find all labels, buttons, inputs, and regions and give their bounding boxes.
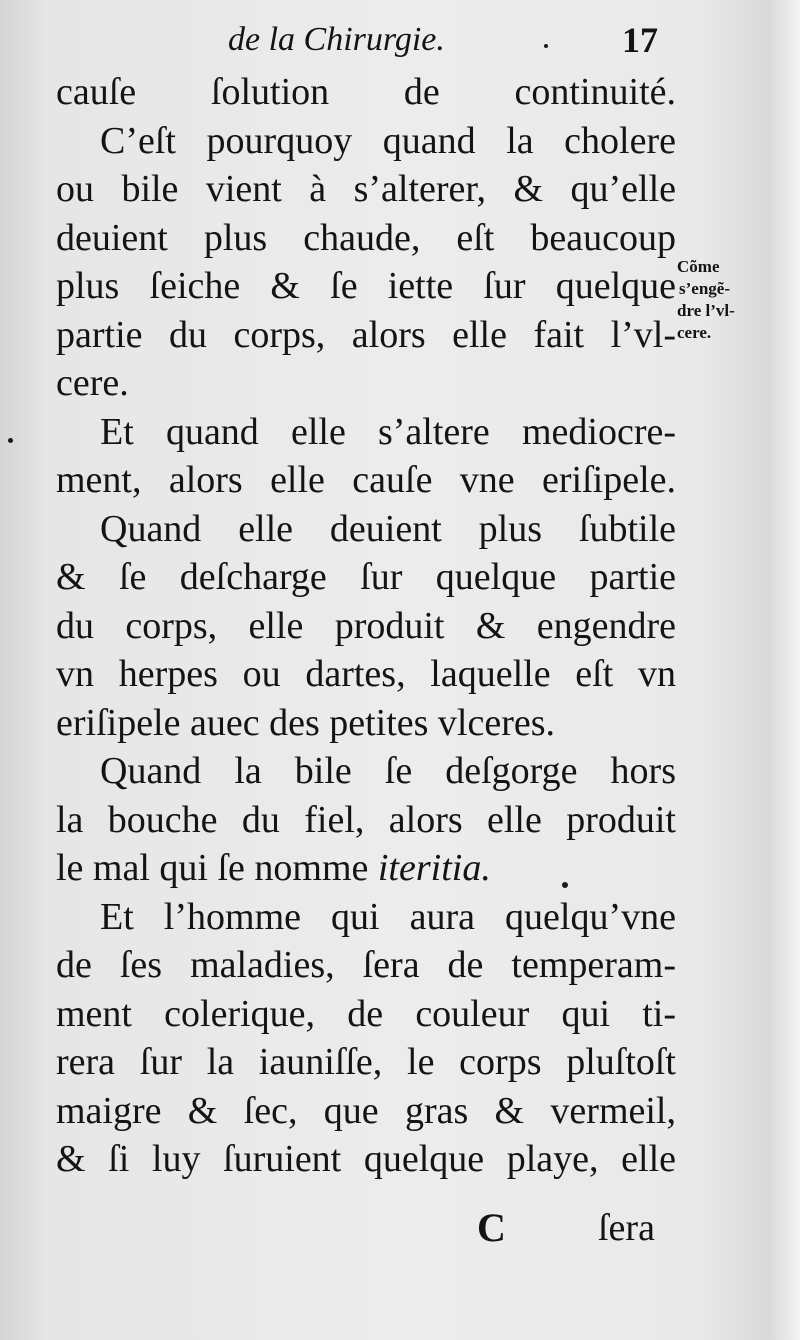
text-line: & ſe deſcharge ſur quelque partie <box>56 556 676 598</box>
text-line: la bouche du fiel, alors elle produit <box>56 798 676 841</box>
margin-note-line: dre l’vl- <box>677 301 735 320</box>
page-number: 17 <box>622 20 658 60</box>
text-line: maigre & ſec, que gras & vermeil, <box>56 1089 676 1132</box>
text-line: ment, alors elle cauſe vne eriſipele. <box>56 459 676 501</box>
text-line: du corps, elle produit & engendre <box>56 604 676 647</box>
text-line: rera ſur la iauniſſe, le corps pluſtoſt <box>56 1041 676 1083</box>
text-line: cauſe ſolution de continuité. <box>56 71 676 113</box>
margin-note-line: s’engẽ- <box>679 279 730 298</box>
text-line: Et l’homme qui aura quelqu’vne <box>100 895 676 938</box>
text-line: de ſes maladies, ſera de temperam- <box>56 944 676 986</box>
margin-note-line: cere. <box>677 323 712 342</box>
text-line-roman: le mal qui ſe nomme <box>56 847 369 889</box>
text-line: & ſi luy ſuruient quelque playe, elle <box>56 1138 676 1180</box>
italic-term: iteritia. <box>377 847 491 889</box>
ink-speck <box>562 882 568 888</box>
margin-note <box>677 256 767 344</box>
text-line: Quand elle deuient plus ſubtile <box>100 507 676 550</box>
body-text <box>56 68 676 1184</box>
text-line: ment colerique, de couleur qui ti- <box>56 992 676 1035</box>
ink-speck <box>8 438 13 443</box>
text-line: plus ſeiche & ſe iette ſur quelque <box>56 265 676 307</box>
ink-speck <box>544 44 548 48</box>
margin-note-line: Cõme <box>677 257 720 276</box>
text-line: vn herpes ou dartes, laquelle eſt vn <box>56 653 676 695</box>
text-line: C’eſt pourquoy quand la cholere <box>100 119 676 162</box>
catchword: ſera <box>598 1207 655 1249</box>
text-line: deuient plus chaude, eſt beaucoup <box>56 216 676 259</box>
text-line: Quand la bile ſe deſgorge hors <box>100 750 676 792</box>
text-line <box>56 844 676 893</box>
text-line: eriſipele auec des petites vlceres. <box>56 701 556 744</box>
text-line: cere. <box>56 362 129 404</box>
signature-mark: C <box>477 1205 506 1250</box>
running-head: de la Chirurgie. <box>228 21 445 58</box>
text-line: ou bile vient à s’alterer, & qu’elle <box>56 168 676 210</box>
text-line: Et quand elle s’altere mediocre- <box>100 410 676 453</box>
text-line: partie du corps, alors elle fait l’vl- <box>56 313 676 356</box>
